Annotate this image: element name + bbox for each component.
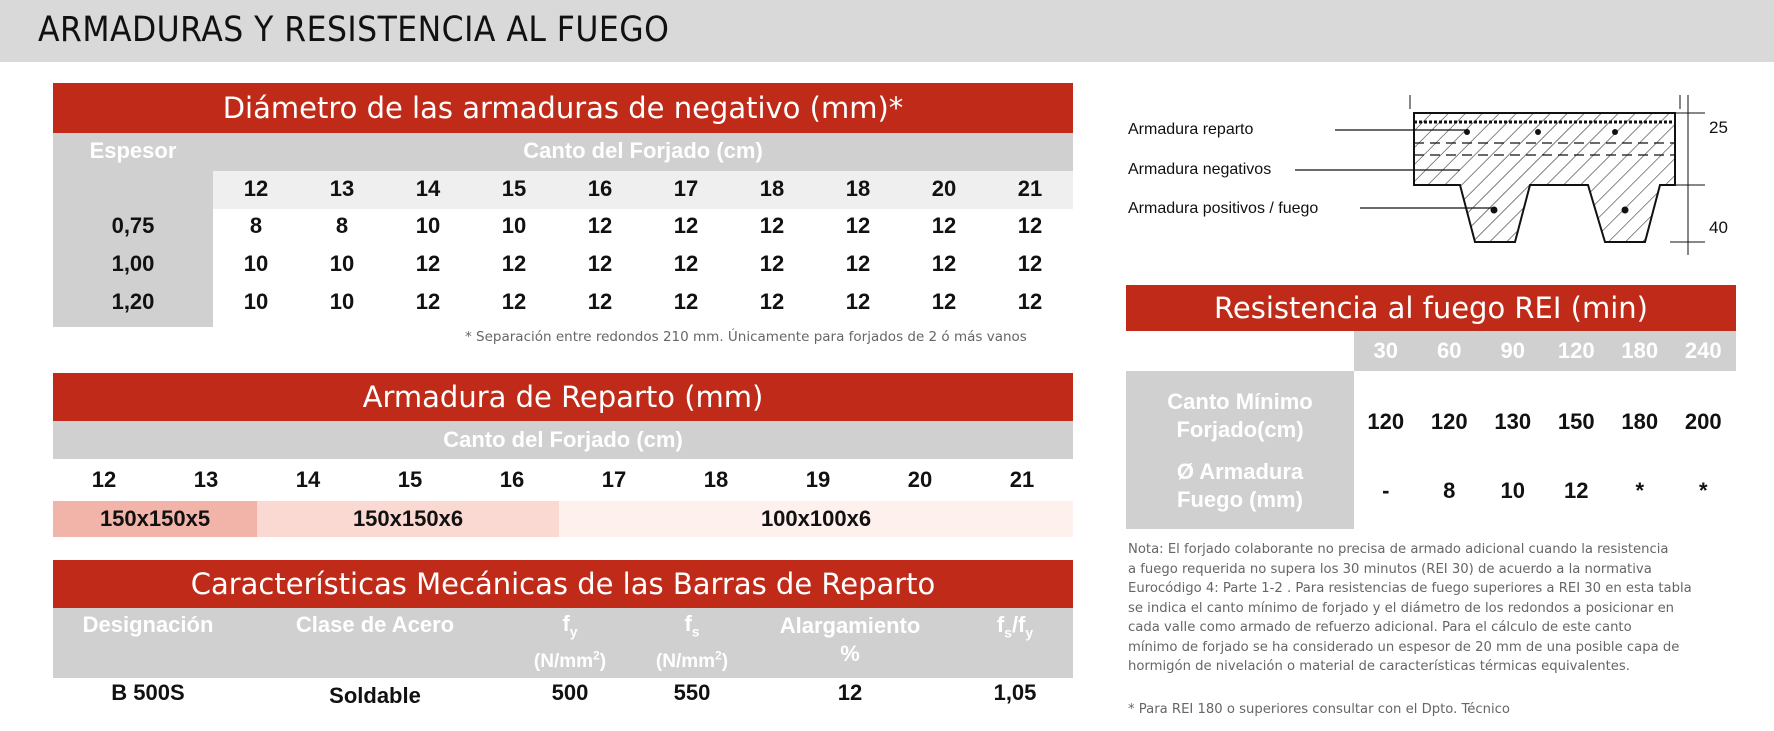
- espesor-label: Espesor: [89, 138, 177, 163]
- fy-f: f: [562, 611, 570, 636]
- diametro-cell: 12: [501, 289, 527, 314]
- row2-label-line1: Ø Armadura: [1176, 459, 1304, 484]
- mec-header-alargamiento: [760, 612, 940, 668]
- slab-shape: [1414, 113, 1675, 242]
- diametro-cell: 12: [845, 251, 871, 276]
- reparto-col-header: 20: [907, 467, 933, 492]
- reparto-col-header: 16: [499, 467, 525, 492]
- nota-footnote: * Para REI 180 o superiores consultar con el Dpto. Técnico: [1128, 702, 1511, 717]
- reparto-col-header: 18: [703, 467, 729, 492]
- fs-sub: s: [691, 623, 700, 640]
- resistencia-header: Resistencia al fuego REI (min): [1126, 285, 1736, 331]
- resistencia-canto-value: 120: [1430, 409, 1468, 434]
- resistencia-armadura-value: -: [1382, 478, 1390, 503]
- resistencia-col-header: 180: [1621, 338, 1659, 363]
- diametro-cell: 12: [759, 213, 785, 238]
- ratio-y: y: [1025, 624, 1034, 641]
- alarg-unit: %: [840, 641, 860, 666]
- resistencia-canto-value: 200: [1684, 409, 1722, 434]
- resistencia-col-header: 30: [1373, 338, 1398, 363]
- resistencia-armadura-value: *: [1635, 478, 1645, 503]
- diametro-col-header: 18: [759, 176, 785, 201]
- label-armadura-positivos: Armadura positivos / fuego: [1128, 200, 1319, 217]
- diametro-cell: 12: [1017, 213, 1043, 238]
- positive-bar-dot: [1622, 207, 1629, 214]
- diametro-cell: 8: [335, 213, 349, 238]
- fs-unit-end: ): [721, 650, 729, 672]
- diametro-cell: 8: [249, 213, 263, 238]
- diametro-col-header: 21: [1017, 176, 1043, 201]
- diametro-cell: 12: [415, 289, 441, 314]
- resistencia-armadura-value: 12: [1564, 478, 1589, 503]
- fy-sub: y: [569, 623, 578, 640]
- resistencia-col-header: 120: [1557, 338, 1595, 363]
- diametro-col-header: 18: [845, 176, 871, 201]
- diametro-cell: 12: [673, 251, 699, 276]
- diametro-col-header: 14: [415, 176, 441, 201]
- res-row1-label: [1126, 388, 1354, 444]
- diametro-cell: 12: [845, 289, 871, 314]
- reparto-header: Armadura de Reparto (mm): [53, 373, 1073, 421]
- resistencia-armadura-value: 10: [1500, 478, 1525, 503]
- fs-unit: (N/mm: [655, 650, 716, 672]
- diametro-cell: 12: [1017, 289, 1043, 314]
- diametro-cell: 10: [243, 289, 269, 314]
- resistencia-canto-value: 120: [1367, 409, 1405, 434]
- diametro-cell: 12: [931, 251, 957, 276]
- diametro-col-header: 20: [931, 176, 957, 201]
- mec-header-fs: [632, 612, 752, 674]
- label-armadura-negativos: Armadura negativos: [1128, 161, 1272, 178]
- label-armadura-reparto: Armadura reparto: [1128, 121, 1254, 138]
- fs-unit-sup: 2: [715, 648, 722, 663]
- diametro-cell: 12: [759, 289, 785, 314]
- resistencia-canto-value: 130: [1494, 409, 1532, 434]
- fy-unit-sup: 2: [593, 648, 600, 663]
- resistencia-canto-value: 180: [1621, 409, 1659, 434]
- diametro-cell: 12: [1017, 251, 1043, 276]
- dim-40: 40: [1709, 218, 1728, 237]
- diametro-cell: 10: [329, 289, 355, 314]
- nota-line: a fuego requerida no supera los 30 minutos (REI 30) de acuerdo a la normativa: [1128, 561, 1652, 577]
- nota-line: hormigón de nivelación o material de características térmicas equivalentes.: [1128, 659, 1630, 674]
- diametro-cell: 12: [587, 213, 613, 238]
- reparto-col-header: 21: [1009, 467, 1035, 492]
- diametro-espesor-value: 1,00: [111, 251, 155, 276]
- mec-header-fy: [510, 612, 630, 674]
- diametro-col-header: 15: [501, 176, 527, 201]
- row2-label-line2: Fuego (mm): [1177, 487, 1303, 512]
- mec-header-clase: Clase de Acero: [295, 612, 455, 637]
- diametro-cell: 12: [931, 213, 957, 238]
- mec-value-ratio: 1,05: [993, 680, 1037, 705]
- res-row2-label: [1126, 458, 1354, 514]
- dim-25: 25: [1709, 118, 1728, 137]
- resistencia-col-header: 240: [1684, 338, 1722, 363]
- diametro-espesor-value: 0,75: [111, 213, 155, 238]
- reparto-canto-bar: Canto del Forjado (cm): [53, 421, 1073, 459]
- diametro-col-header: 17: [673, 176, 699, 201]
- diametro-cell: 12: [673, 213, 699, 238]
- diametro-cell: 12: [587, 289, 613, 314]
- nota-line: se indica el canto mínimo de forjado y el diámetro de los redondos a posicionar en: [1128, 600, 1675, 616]
- diametro-cell: 12: [673, 289, 699, 314]
- diametro-cell: 12: [931, 289, 957, 314]
- diametro-cell: 10: [415, 213, 441, 238]
- diametro-footnote: * Separación entre redondos 210 mm. Únicamente para forjados de 2 ó más vanos: [465, 329, 1027, 345]
- diametro-cell: 12: [587, 251, 613, 276]
- canto-label: Canto del Forjado (cm): [523, 138, 763, 163]
- alarg-label: Alargamiento: [779, 613, 921, 638]
- mec-value-alargamiento: 12: [837, 680, 863, 705]
- diametro-cell: 12: [415, 251, 441, 276]
- ratio-s: s: [1004, 624, 1012, 641]
- reparto-band-1: 150x150x5: [53, 501, 257, 537]
- bar-dot: [1612, 129, 1618, 135]
- resistencia-col-header: 90: [1500, 338, 1525, 363]
- reparto-band-3: 100x100x6: [559, 501, 1073, 537]
- diametro-col-header: 12: [243, 176, 269, 201]
- mec-value-fs: 550: [673, 680, 711, 705]
- resistencia-armadura-value: *: [1698, 478, 1708, 503]
- diametro-header: Diámetro de las armaduras de negativo (mm)*: [53, 83, 1073, 133]
- resistencia-armadura-value: 8: [1443, 478, 1456, 503]
- bar-dot: [1535, 129, 1541, 135]
- row1-label-line1: Canto Mínimo: [1167, 389, 1313, 414]
- row1-label-line2: Forjado(cm): [1176, 417, 1304, 442]
- nota-text: [1128, 540, 1738, 677]
- diametro-cell: 12: [501, 251, 527, 276]
- nota-line: cada valle como armado de refuerzo adicional. Para el cálculo de este canto: [1128, 620, 1632, 635]
- mecanicas-header: Características Mecánicas de las Barras de Reparto: [53, 560, 1073, 608]
- fy-unit: (N/mm: [533, 650, 594, 672]
- nota-line: mínimo de forjado se ha considerado un espesor de 20 mm de una posible capa de: [1128, 639, 1680, 655]
- ratio-sep: /f: [1011, 612, 1026, 637]
- reparto-col-header: 15: [397, 467, 423, 492]
- diametro-cell: 10: [329, 251, 355, 276]
- resistencia-col-header: 60: [1437, 338, 1462, 363]
- reparto-band-2: 150x150x6: [257, 501, 559, 537]
- diametro-col-header: 16: [587, 176, 613, 201]
- reparto-col-header: 12: [91, 467, 117, 492]
- reparto-col-header: 13: [193, 467, 219, 492]
- diametro-col-header: 13: [329, 176, 355, 201]
- diametro-cell: 12: [759, 251, 785, 276]
- fs-f: f: [684, 611, 692, 636]
- mec-header-ratio: [960, 612, 1070, 640]
- diametro-cell: 10: [501, 213, 527, 238]
- resistencia-canto-value: 150: [1557, 409, 1595, 434]
- nota-line: Eurocódigo 4: Parte 1-2 . Para resistencias de fuego superiores a REI 30 en esta tabla: [1128, 581, 1692, 596]
- mec-value-clase: Soldable: [329, 683, 421, 708]
- reparto-col-header: 17: [601, 467, 627, 492]
- reparto-col-header: 19: [805, 467, 831, 492]
- ratio-f1: f: [996, 612, 1005, 637]
- diametro-espesor-value: 1,20: [111, 289, 155, 314]
- diametro-cell: 12: [845, 213, 871, 238]
- reparto-col-header: 14: [295, 467, 321, 492]
- page-title: ARMADURAS Y RESISTENCIA AL FUEGO: [38, 10, 670, 50]
- mec-value-fy: 500: [551, 680, 589, 705]
- diametro-cell: 10: [243, 251, 269, 276]
- fy-unit-end: ): [599, 650, 607, 672]
- mec-header-designacion: Designación: [82, 612, 214, 637]
- mec-value-designacion: B 500S: [111, 680, 185, 705]
- nota-line: Nota: El forjado colaborante no precisa de armado adicional cuando la resistencia: [1128, 542, 1669, 557]
